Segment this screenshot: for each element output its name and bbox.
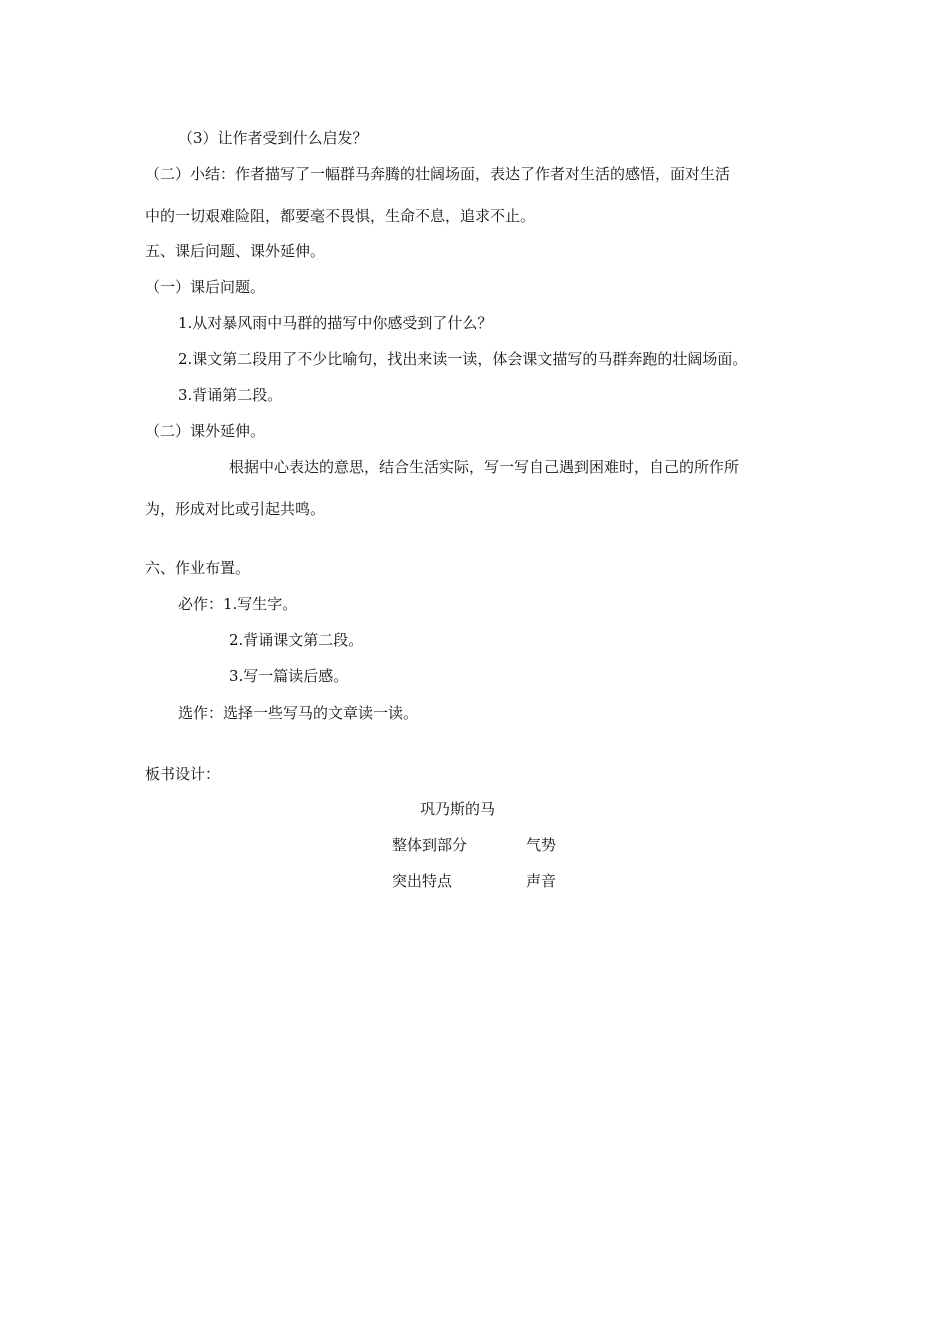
extension-line-2: 为，形成对比或引起共鸣。 xyxy=(145,500,326,518)
section-6-heading: 六、作业布置。 xyxy=(145,559,251,577)
board-row-2-left: 突出特点 xyxy=(392,872,453,890)
summary-line-1: （二）小结：作者描写了一幅群马奔腾的壮阔场面，表达了作者对生活的感悟，面对生活 xyxy=(145,165,731,183)
board-row-1-right: 气势 xyxy=(526,836,557,854)
board-title: 巩乃斯的马 xyxy=(420,800,496,818)
board-row-1-left: 整体到部分 xyxy=(392,836,468,854)
question-item-2: 2.课文第二段用了不少比喻句，找出来读一读，体会课文描写的马群奔跑的壮阔场面。 xyxy=(178,350,748,368)
after-class-questions-heading: （一）课后问题。 xyxy=(145,278,266,296)
required-homework-2: 2.背诵课文第二段。 xyxy=(229,631,364,649)
required-homework-1: 必作：1.写生字。 xyxy=(178,595,298,613)
optional-homework: 选作：选择一些写马的文章读一读。 xyxy=(178,704,419,722)
board-row-2-right: 声音 xyxy=(526,872,557,890)
extension-line-1: 根据中心表达的意思，结合生活实际，写一写自己遇到困难时，自己的所作所 xyxy=(229,458,740,476)
extension-heading: （二）课外延伸。 xyxy=(145,422,266,440)
summary-line-2: 中的一切艰难险阻，都要毫不畏惧，生命不息，追求不止。 xyxy=(145,207,536,225)
question-item-1: 1.从对暴风雨中马群的描写中你感受到了什么？ xyxy=(178,314,493,332)
question-3: （3）让作者受到什么启发？ xyxy=(178,129,368,147)
question-item-3: 3.背诵第二段。 xyxy=(178,386,283,404)
required-homework-3: 3.写一篇读后感。 xyxy=(229,667,349,685)
board-design-heading: 板书设计： xyxy=(145,765,221,783)
section-5-heading: 五、课后问题、课外延伸。 xyxy=(145,242,326,260)
